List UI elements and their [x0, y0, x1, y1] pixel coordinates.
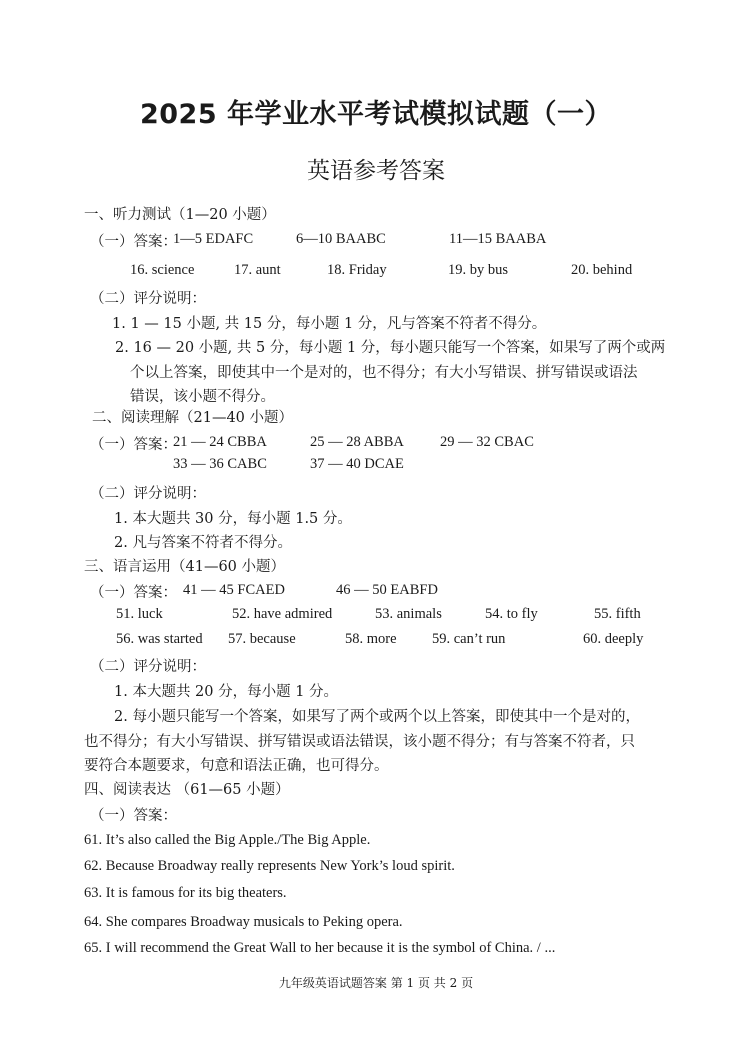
- section-2-answer-group: 33 — 36 CABC: [173, 456, 267, 472]
- section-1-answer-prefix: （一）答案：: [90, 234, 177, 250]
- section-3-word-answer: 54. to fly: [485, 606, 538, 622]
- section-1-word-answer: 20. behind: [571, 262, 633, 278]
- section-1-answer-group: 1—5 EDAFC: [173, 231, 254, 247]
- section-4-answer-heading: （一）答案：: [90, 808, 177, 824]
- section-1-score-rule: 错误，该小题不得分。: [130, 389, 275, 405]
- section-3-score-rule: 1. 本大题共 20 分，每小题 1 分。: [114, 684, 339, 700]
- section-1-score-rule: 个以上答案，即使其中一个是对的，也不得分；有大小写错误、拼写错误或语法: [130, 365, 638, 381]
- section-3-answer-group: 41 — 45 FCAED: [183, 582, 285, 598]
- section-4-answer: 63. It is famous for its big theaters.: [84, 885, 287, 901]
- section-1-heading: 一、听力测试（1—20 小题）: [84, 207, 276, 223]
- section-2-answer-group: 37 — 40 DCAE: [310, 456, 404, 472]
- section-3-word-answer: 53. animals: [375, 606, 442, 622]
- section-4-answer: 64. She compares Broadway musicals to Peking opera.: [84, 914, 403, 930]
- section-1-word-answer: 19. by bus: [448, 262, 509, 278]
- section-2-score-heading: （二）评分说明：: [90, 486, 206, 502]
- section-3-word-answer: 57. because: [228, 631, 296, 647]
- section-1-answer-group: 6—10 BAABC: [296, 231, 386, 247]
- section-2-answer-prefix: （一）答案：: [90, 437, 177, 453]
- section-3-score-rule: 要符合本题要求，句意和语法正确，也可得分。: [84, 758, 389, 774]
- section-3-answer-group: 46 — 50 EABFD: [336, 582, 438, 598]
- section-3-answer-prefix: （一）答案：: [90, 585, 177, 601]
- section-2-score-rule: 1. 本大题共 30 分，每小题 1.5 分。: [114, 511, 352, 527]
- section-2-score-rule: 2. 凡与答案不符者不得分。: [114, 535, 292, 551]
- section-3-heading: 三、语言运用（41—60 小题）: [84, 559, 286, 575]
- section-2-heading: 二、阅读理解（21—40 小题）: [92, 410, 294, 426]
- section-2-answer-group: 25 — 28 ABBA: [310, 434, 404, 450]
- section-3-score-rule: 2. 每小题只能写一个答案，如果写了两个或两个以上答案，即使其中一个是对的，: [114, 709, 640, 725]
- section-1-score-rule: 1. 1 — 15 小题, 共 15 分，每小题 1 分，凡与答案不符者不得分。: [112, 316, 547, 332]
- section-3-score-rule: 也不得分；有大小写错误、拼写错误或语法错误，该小题不得分；有与答案不符者，只: [84, 734, 635, 750]
- page-footer: 九年级英语试题答案 第 1 页 共 2 页: [278, 976, 474, 990]
- section-3-word-answer: 60. deeply: [583, 631, 644, 647]
- section-3-word-answer: 56. was started: [116, 631, 203, 647]
- section-3-word-answer: 55. fifth: [594, 606, 641, 622]
- section-1-answer-group: 11—15 BAABA: [449, 231, 547, 247]
- section-3-word-answer: 51. luck: [116, 606, 163, 622]
- section-3-score-heading: （二）评分说明：: [90, 659, 206, 675]
- section-1-score-rule: 2. 16 — 20 小题, 共 5 分，每小题 1 分，每小题只能写一个答案，如果写了两个或两: [115, 340, 666, 356]
- section-3-word-answer: 52. have admired: [232, 606, 333, 622]
- section-3-word-answer: 58. more: [345, 631, 397, 647]
- section-4-answer: 65. I will recommend the Great Wall to her because it is the symbol of China. / ...: [84, 940, 556, 956]
- section-1-word-answer: 18. Friday: [327, 262, 387, 278]
- section-4-heading: 四、阅读表达 （61—65 小题）: [84, 782, 290, 798]
- document-title: 2025 年学业水平考试模拟试题（一）: [139, 99, 613, 130]
- section-4-answer: 61. It’s also called the Big Apple./The Big Apple.: [84, 832, 371, 848]
- section-2-answer-group: 29 — 32 CBAC: [440, 434, 534, 450]
- section-2-answer-group: 21 — 24 CBBA: [173, 434, 267, 450]
- section-3-word-answer: 59. can’t run: [432, 631, 506, 647]
- section-1-word-answer: 17. aunt: [234, 262, 281, 278]
- section-4-answer: 62. Because Broadway really represents New York’s loud spirit.: [84, 858, 455, 874]
- document-subtitle: 英语参考答案: [307, 158, 445, 184]
- section-1-score-heading: （二）评分说明：: [90, 291, 206, 307]
- section-1-word-answer: 16. science: [130, 262, 195, 278]
